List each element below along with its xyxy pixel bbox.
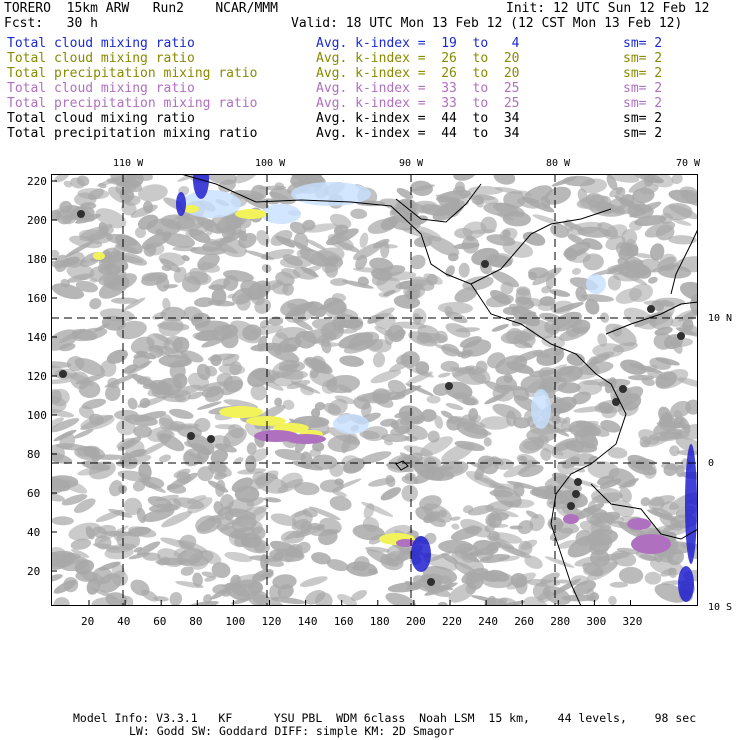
longitude-label: 70 W — [676, 158, 701, 169]
cloud-blob — [146, 219, 181, 236]
deep-convection-core — [187, 432, 195, 440]
x-tick-label: 140 — [297, 615, 318, 628]
x-tick-label: 120 — [261, 615, 282, 628]
x-tick-label: 280 — [550, 615, 571, 628]
y-tick-label: 180 — [27, 253, 47, 266]
y-tick-label: 80 — [27, 448, 41, 461]
legend-kindex: Avg. k-index = 19 to 4 — [316, 36, 520, 51]
y-tick-label: 160 — [27, 292, 47, 305]
forecast-hour: Fcst: 30 h — [4, 16, 98, 31]
x-tick-label: 320 — [622, 615, 643, 628]
legend-field: Total precipitation mixing ratio — [7, 96, 258, 111]
cloud-blob — [173, 246, 198, 251]
legend-kindex: Avg. k-index = 44 to 34 — [316, 126, 520, 141]
legend-sm: sm= 2 — [623, 66, 663, 81]
x-tick-label: 40 — [117, 615, 131, 628]
legend-sm: sm= 2 — [623, 81, 663, 96]
legend-sm: sm= 2 — [623, 36, 663, 51]
legend-kindex: Avg. k-index = 44 to 34 — [316, 111, 520, 126]
model-info: Model Info: V3.3.1 KF YSU PBL WDM 6class Noah LSM 15 km, 44 levels, 98 sec — [73, 711, 697, 725]
precip-purple — [631, 534, 671, 554]
cloud-blob — [610, 582, 628, 588]
cloud-blob — [217, 373, 233, 386]
cloud-blob — [566, 325, 579, 337]
x-tick-label: 80 — [189, 615, 203, 628]
legend-sm: sm= 2 — [623, 51, 663, 66]
precip-yellow — [219, 406, 263, 418]
lightblue-cloud — [181, 190, 241, 218]
y-tick-label: 120 — [27, 370, 47, 383]
lightblue-cloud — [531, 389, 551, 429]
x-tick-label: 220 — [442, 615, 462, 628]
legend-field: Total precipitation mixing ratio — [7, 126, 258, 141]
precip-purple — [627, 518, 651, 530]
x-tick-label: 20 — [81, 615, 95, 628]
x-tick-label: 180 — [369, 615, 390, 628]
legend-field: Total cloud mixing ratio — [7, 36, 195, 51]
y-tick-label: 40 — [27, 526, 41, 539]
deep-convection-core — [677, 332, 685, 340]
precip-purple — [286, 434, 326, 444]
x-tick-label: 100 — [225, 615, 246, 628]
precip-yellow — [235, 209, 267, 219]
deep-convection-core — [567, 502, 575, 510]
convective-blue — [176, 192, 186, 216]
legend-kindex: Avg. k-index = 26 to 20 — [316, 66, 520, 81]
longitude-label: 110 W — [113, 158, 144, 169]
x-tick-label: 260 — [514, 615, 535, 628]
x-tick-label: 60 — [153, 615, 167, 628]
legend-sm: sm= 2 — [623, 126, 663, 141]
cloud-blob — [528, 267, 549, 278]
map-panel — [51, 174, 698, 606]
convective-blue — [411, 536, 431, 572]
x-tick-label: 240 — [478, 615, 498, 628]
convective-blue — [685, 444, 697, 564]
lightblue-cloud — [333, 414, 369, 434]
precip-yellow — [93, 252, 105, 260]
deep-convection-core — [647, 305, 655, 313]
deep-convection-core — [77, 210, 85, 218]
legend-kindex: Avg. k-index = 33 to 25 — [316, 81, 520, 96]
deep-convection-core — [481, 260, 489, 268]
deep-convection-core — [427, 578, 435, 586]
legend-kindex: Avg. k-index = 26 to 20 — [316, 51, 520, 66]
cloud-blob — [74, 193, 97, 207]
legend-sm: sm= 2 — [623, 111, 663, 126]
valid-time: Valid: 18 UTC Mon 13 Feb 12 (12 CST Mon 13 Feb 12) — [291, 16, 683, 31]
deep-convection-core — [59, 370, 67, 378]
legend-field: Total cloud mixing ratio — [7, 81, 195, 96]
y-tick-label: 20 — [27, 565, 41, 578]
deep-convection-core — [445, 382, 453, 390]
deep-convection-core — [574, 478, 582, 486]
latitude-label: 10 N — [708, 313, 733, 324]
x-tick-label: 300 — [586, 615, 607, 628]
init-time: Init: 12 UTC Sun 12 Feb 12 — [506, 1, 710, 16]
precip-purple — [563, 514, 579, 524]
cloud-blob — [279, 361, 305, 372]
longitude-label: 80 W — [546, 158, 571, 169]
y-tick-label: 60 — [27, 487, 41, 500]
y-tick-label: 140 — [27, 331, 47, 344]
weather-map — [51, 174, 698, 606]
deep-convection-core — [207, 435, 215, 443]
model-physics: LW: Godd SW: Goddard DIFF: simple KM: 2D Smagor — [129, 724, 455, 738]
model-title: TORERO 15km ARW Run2 NCAR/MMM — [4, 1, 278, 16]
cloud-blob — [530, 488, 546, 496]
y-tick-label: 100 — [27, 409, 47, 422]
longitude-label: 90 W — [399, 158, 424, 169]
lightblue-cloud — [586, 274, 606, 294]
latitude-label: 10 S — [708, 602, 733, 613]
legend-field: Total precipitation mixing ratio — [7, 66, 258, 81]
legend-sm: sm= 2 — [623, 96, 663, 111]
deep-convection-core — [572, 490, 580, 498]
cloud-blob — [480, 416, 511, 430]
y-tick-label: 220 — [27, 175, 47, 188]
latitude-label: 0 — [708, 458, 715, 469]
x-tick-label: 200 — [405, 615, 426, 628]
longitude-label: 100 W — [255, 158, 286, 169]
y-tick-label: 200 — [27, 214, 47, 227]
legend-field: Total cloud mixing ratio — [7, 111, 195, 126]
deep-convection-core — [619, 385, 627, 393]
x-tick-label: 160 — [333, 615, 354, 628]
legend-kindex: Avg. k-index = 33 to 25 — [316, 96, 520, 111]
legend-field: Total cloud mixing ratio — [7, 51, 195, 66]
convective-blue — [678, 566, 694, 602]
